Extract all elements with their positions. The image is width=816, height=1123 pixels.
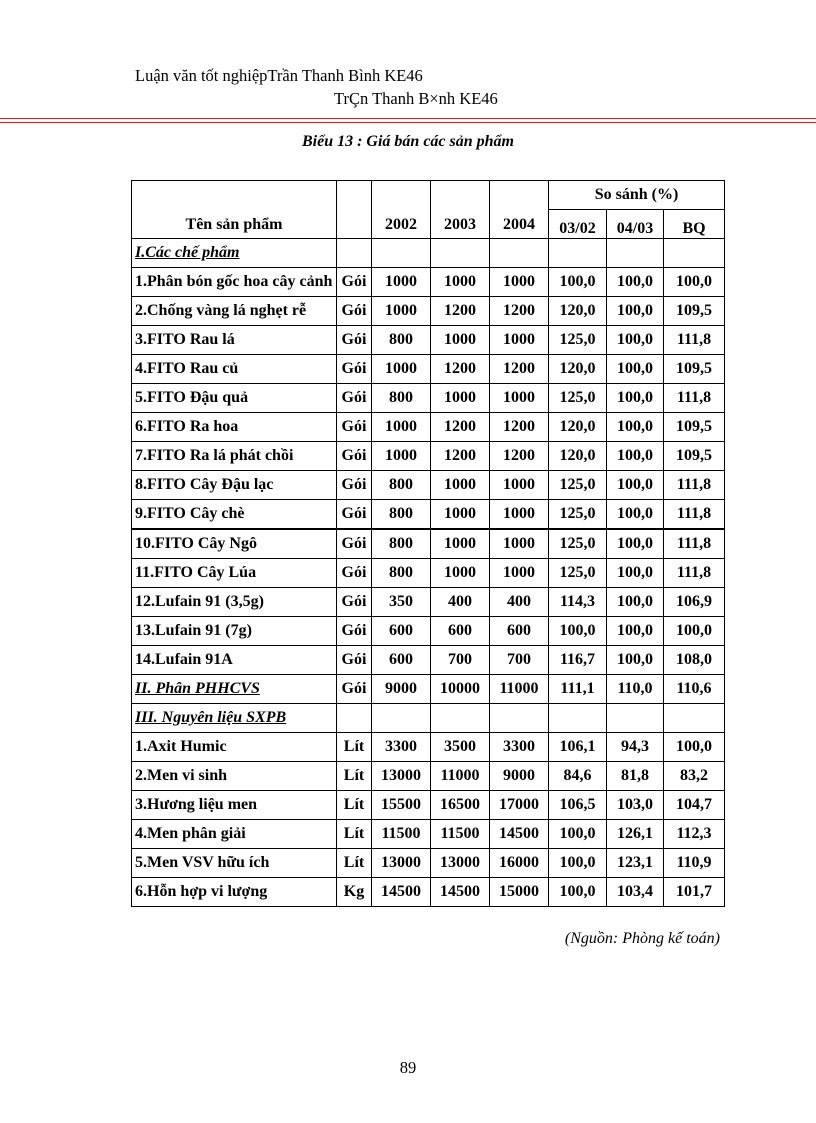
empty-cell	[337, 704, 372, 733]
unit: Gói	[337, 268, 372, 297]
table-title: Biểu 13 : Giá bán các sản phẩm	[301, 133, 514, 150]
product-name: 11.FITO Cây Lúa	[132, 559, 337, 588]
year-2002: 1000	[372, 268, 431, 297]
col-header-03-02: 03/02	[549, 210, 607, 239]
col-header-name: Tên sản phẩm	[132, 181, 337, 239]
year-2002: 800	[372, 500, 431, 530]
cmp-bq: 100,0	[664, 268, 725, 297]
year-2004: 600	[490, 617, 549, 646]
table-row	[132, 849, 725, 878]
year-2004: 14500	[490, 820, 549, 849]
cmp-bq: 100,0	[664, 733, 725, 762]
empty-cell	[372, 239, 431, 268]
unit: Lít	[337, 791, 372, 820]
year-2004: 3300	[490, 733, 549, 762]
year-2004: 1000	[490, 559, 549, 588]
year-2002: 13000	[372, 849, 431, 878]
unit: Gói	[337, 384, 372, 413]
cmp-03-02: 84,6	[549, 762, 607, 791]
cmp-03-02: 100,0	[549, 268, 607, 297]
col-header-04-03: 04/03	[607, 210, 664, 239]
year-2004: 1000	[490, 326, 549, 355]
table-row	[132, 413, 725, 442]
cmp-04-03: 103,0	[607, 791, 664, 820]
year-2004: 1200	[490, 297, 549, 326]
section-row	[132, 704, 725, 733]
year-2004: 1000	[490, 268, 549, 297]
year-2004: 9000	[490, 762, 549, 791]
cmp-03-02: 100,0	[549, 878, 607, 907]
year-2003: 14500	[431, 878, 490, 907]
cmp-bq: 111,8	[664, 471, 725, 500]
cmp-bq: 111,8	[664, 326, 725, 355]
year-2003: 1000	[431, 384, 490, 413]
cmp-bq: 109,5	[664, 297, 725, 326]
cmp-03-02: 125,0	[549, 471, 607, 500]
year-2002: 15500	[372, 791, 431, 820]
cmp-bq: 111,8	[664, 384, 725, 413]
year-2003: 1200	[431, 442, 490, 471]
unit: Gói	[337, 646, 372, 675]
empty-cell	[607, 239, 664, 268]
cmp-04-03: 100,0	[607, 326, 664, 355]
product-name: 6.Hỗn hợp vi lượng	[132, 878, 337, 907]
cmp-bq: 110,9	[664, 849, 725, 878]
cmp-03-02: 125,0	[549, 326, 607, 355]
year-2003: 16500	[431, 791, 490, 820]
product-name: 2.Chống vàng lá nghẹt rễ	[132, 297, 337, 326]
cmp-bq: 111,8	[664, 500, 725, 530]
product-name: 7.FITO Ra lá phát chồi	[132, 442, 337, 471]
table-row	[132, 384, 725, 413]
year-2004: 16000	[490, 849, 549, 878]
cmp-03-02: 125,0	[549, 559, 607, 588]
cmp-04-03: 100,0	[607, 268, 664, 297]
year-2002: 800	[372, 471, 431, 500]
cmp-04-03: 100,0	[607, 297, 664, 326]
section-title: III. Nguyên liệu SXPB	[132, 704, 337, 733]
cmp-04-03: 100,0	[607, 646, 664, 675]
empty-cell	[431, 239, 490, 268]
year-2004: 1000	[490, 471, 549, 500]
empty-cell	[431, 704, 490, 733]
cmp-03-02: 116,7	[549, 646, 607, 675]
year-2003: 700	[431, 646, 490, 675]
year-2004: 1200	[490, 355, 549, 384]
table-row	[132, 588, 725, 617]
unit: Gói	[337, 617, 372, 646]
unit: Gói	[337, 442, 372, 471]
year-2003: 1200	[431, 413, 490, 442]
year-2004: 15000	[490, 878, 549, 907]
cmp-bq: 101,7	[664, 878, 725, 907]
year-2002: 1000	[372, 442, 431, 471]
cmp-03-02: 100,0	[549, 617, 607, 646]
cmp-03-02: 120,0	[549, 355, 607, 384]
price-table	[131, 180, 725, 907]
product-name: 12.Lufain 91 (3,5g)	[132, 588, 337, 617]
product-name: 5.FITO Đậu quả	[132, 384, 337, 413]
year-2003: 1000	[431, 471, 490, 500]
year-2002: 1000	[372, 297, 431, 326]
year-2002: 800	[372, 384, 431, 413]
section-year-2002: 9000	[372, 675, 431, 704]
cmp-03-02: 120,0	[549, 297, 607, 326]
unit: Gói	[337, 297, 372, 326]
table-row	[132, 471, 725, 500]
cmp-04-03: 100,0	[607, 413, 664, 442]
year-2003: 13000	[431, 849, 490, 878]
header-rule-top	[0, 118, 816, 119]
year-2003: 11500	[431, 820, 490, 849]
col-header-2002: 2002	[372, 181, 431, 239]
running-header-line2: TrÇn Thanh B×nh KE46	[334, 89, 498, 108]
unit: Kg	[337, 878, 372, 907]
section-year-2004: 11000	[490, 675, 549, 704]
product-name: 1.Phân bón gốc hoa cây cảnh	[132, 268, 337, 297]
product-name: 8.FITO Cây Đậu lạc	[132, 471, 337, 500]
cmp-bq: 83,2	[664, 762, 725, 791]
year-2003: 1000	[431, 326, 490, 355]
cmp-04-03: 103,4	[607, 878, 664, 907]
product-name: 4.FITO Rau củ	[132, 355, 337, 384]
cmp-04-03: 123,1	[607, 849, 664, 878]
col-header-unit	[337, 181, 372, 239]
table-row	[132, 820, 725, 849]
cmp-03-02: 125,0	[549, 529, 607, 559]
section-unit: Gói	[337, 675, 372, 704]
section-title: I.Các chế phẩm	[132, 239, 337, 268]
year-2004: 400	[490, 588, 549, 617]
unit: Gói	[337, 559, 372, 588]
unit: Gói	[337, 529, 372, 559]
table-row	[132, 442, 725, 471]
col-header-2004: 2004	[490, 181, 549, 239]
cmp-bq: 109,5	[664, 413, 725, 442]
section-row	[132, 239, 725, 268]
cmp-04-03: 100,0	[607, 529, 664, 559]
product-name: 10.FITO Cây Ngô	[132, 529, 337, 559]
year-2003: 1200	[431, 355, 490, 384]
year-2004: 1200	[490, 413, 549, 442]
cmp-bq: 112,3	[664, 820, 725, 849]
table-row	[132, 733, 725, 762]
empty-cell	[664, 704, 725, 733]
empty-cell	[549, 239, 607, 268]
cmp-04-03: 100,0	[607, 471, 664, 500]
cmp-03-02: 106,1	[549, 733, 607, 762]
year-2002: 600	[372, 617, 431, 646]
cmp-bq: 109,5	[664, 442, 725, 471]
table-row	[132, 297, 725, 326]
unit: Gói	[337, 471, 372, 500]
year-2002: 1000	[372, 413, 431, 442]
year-2002: 800	[372, 529, 431, 559]
cmp-04-03: 81,8	[607, 762, 664, 791]
section-cmp-bq: 110,6	[664, 675, 725, 704]
cmp-03-02: 120,0	[549, 413, 607, 442]
cmp-bq: 111,8	[664, 559, 725, 588]
year-2003: 11000	[431, 762, 490, 791]
year-2002: 3300	[372, 733, 431, 762]
unit: Gói	[337, 500, 372, 530]
year-2003: 1000	[431, 268, 490, 297]
product-name: 3.FITO Rau lá	[132, 326, 337, 355]
cmp-04-03: 100,0	[607, 384, 664, 413]
year-2004: 1200	[490, 442, 549, 471]
year-2002: 800	[372, 559, 431, 588]
table-row	[132, 878, 725, 907]
product-name: 9.FITO Cây chè	[132, 500, 337, 530]
source-note: (Nguồn: Phòng kế toán)	[564, 930, 720, 947]
year-2002: 1000	[372, 355, 431, 384]
empty-cell	[490, 239, 549, 268]
year-2003: 1000	[431, 559, 490, 588]
year-2002: 600	[372, 646, 431, 675]
cmp-04-03: 100,0	[607, 442, 664, 471]
table-row	[132, 646, 725, 675]
year-2003: 1200	[431, 297, 490, 326]
product-name: 6.FITO Ra hoa	[132, 413, 337, 442]
empty-cell	[337, 239, 372, 268]
cmp-bq: 111,8	[664, 529, 725, 559]
year-2002: 11500	[372, 820, 431, 849]
product-name: 4.Men phân giải	[132, 820, 337, 849]
section-cmp-04-03: 110,0	[607, 675, 664, 704]
cmp-04-03: 100,0	[607, 617, 664, 646]
cmp-03-02: 125,0	[549, 384, 607, 413]
cmp-bq: 104,7	[664, 791, 725, 820]
table-row	[132, 762, 725, 791]
year-2003: 3500	[431, 733, 490, 762]
table-row	[132, 791, 725, 820]
unit: Lít	[337, 820, 372, 849]
cmp-03-02: 114,3	[549, 588, 607, 617]
cmp-04-03: 100,0	[607, 559, 664, 588]
product-name: 3.Hương liệu men	[132, 791, 337, 820]
cmp-bq: 108,0	[664, 646, 725, 675]
year-2003: 1000	[431, 500, 490, 530]
table-row	[132, 500, 725, 530]
table-row	[132, 326, 725, 355]
unit: Gói	[337, 355, 372, 384]
product-name: 14.Lufain 91A	[132, 646, 337, 675]
unit: Gói	[337, 413, 372, 442]
empty-cell	[490, 704, 549, 733]
cmp-04-03: 94,3	[607, 733, 664, 762]
cmp-bq: 100,0	[664, 617, 725, 646]
product-name: 2.Men vi sinh	[132, 762, 337, 791]
cmp-03-02: 100,0	[549, 849, 607, 878]
year-2003: 600	[431, 617, 490, 646]
table-row	[132, 268, 725, 297]
table-row	[132, 529, 725, 559]
unit: Lít	[337, 762, 372, 791]
cmp-04-03: 100,0	[607, 355, 664, 384]
unit: Gói	[337, 326, 372, 355]
table-row	[132, 355, 725, 384]
year-2002: 800	[372, 326, 431, 355]
cmp-bq: 106,9	[664, 588, 725, 617]
cmp-03-02: 106,5	[549, 791, 607, 820]
col-header-bq: BQ	[664, 210, 725, 239]
year-2004: 17000	[490, 791, 549, 820]
year-2004: 1000	[490, 384, 549, 413]
unit: Lít	[337, 733, 372, 762]
product-name: 5.Men VSV hữu ích	[132, 849, 337, 878]
empty-cell	[549, 704, 607, 733]
header-row-top	[132, 181, 725, 210]
year-2002: 350	[372, 588, 431, 617]
page-number: 89	[399, 1058, 417, 1077]
year-2003: 1000	[431, 529, 490, 559]
product-name: 13.Lufain 91 (7g)	[132, 617, 337, 646]
running-header-line1: Luận văn tốt nghiệpTrần Thanh Bình KE46	[135, 66, 423, 85]
cmp-04-03: 126,1	[607, 820, 664, 849]
table-row	[132, 559, 725, 588]
cmp-04-03: 100,0	[607, 588, 664, 617]
empty-cell	[607, 704, 664, 733]
col-header-compare: So sánh (%)	[549, 181, 725, 210]
cmp-03-02: 125,0	[549, 500, 607, 530]
table-row	[132, 617, 725, 646]
year-2003: 400	[431, 588, 490, 617]
year-2004: 1000	[490, 529, 549, 559]
col-header-2003: 2003	[431, 181, 490, 239]
section-year-2003: 10000	[431, 675, 490, 704]
empty-cell	[372, 704, 431, 733]
empty-cell	[664, 239, 725, 268]
unit: Gói	[337, 588, 372, 617]
year-2004: 1000	[490, 500, 549, 530]
section-row	[132, 675, 725, 704]
year-2002: 14500	[372, 878, 431, 907]
section-title: II. Phân PHHCVS	[132, 675, 337, 704]
cmp-03-02: 120,0	[549, 442, 607, 471]
cmp-04-03: 100,0	[607, 500, 664, 530]
year-2004: 700	[490, 646, 549, 675]
cmp-bq: 109,5	[664, 355, 725, 384]
cmp-03-02: 100,0	[549, 820, 607, 849]
header-rule-bottom	[0, 122, 816, 123]
product-name: 1.Axit Humic	[132, 733, 337, 762]
section-cmp-03-02: 111,1	[549, 675, 607, 704]
unit: Lít	[337, 849, 372, 878]
year-2002: 13000	[372, 762, 431, 791]
